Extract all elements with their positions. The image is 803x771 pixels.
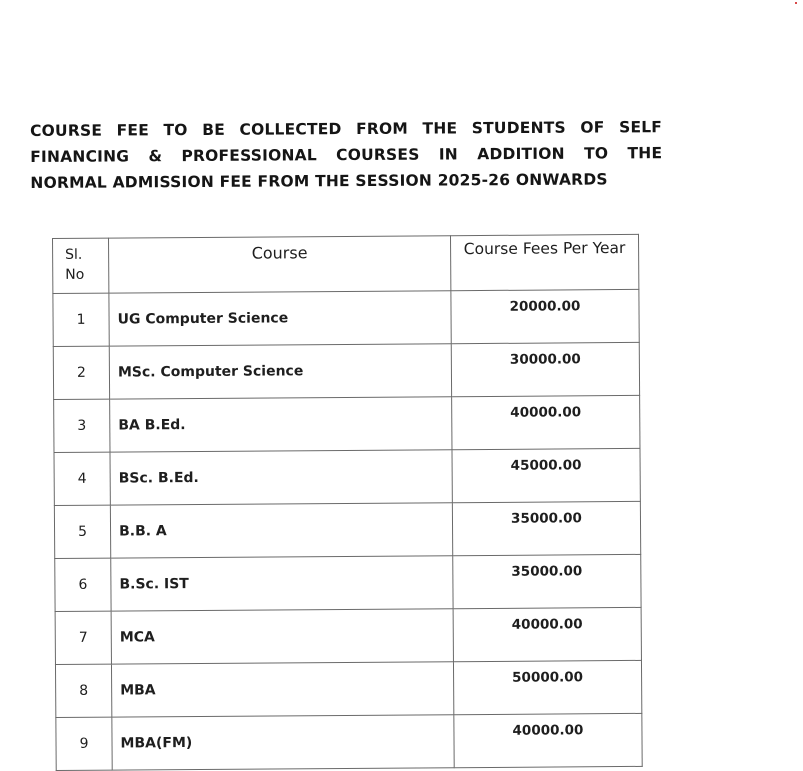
row-sl-no: 8 xyxy=(55,664,111,717)
row-course-fee: 50000.00 xyxy=(453,660,641,714)
row-course-fee: 35000.00 xyxy=(452,501,640,555)
heading-line-2: FINANCING & PROFESSIONAL COURSES IN ADDITION TO THE xyxy=(30,144,663,166)
table-row xyxy=(54,395,640,452)
table-row xyxy=(53,289,639,346)
header-sl-line2: No xyxy=(65,266,85,283)
row-course-fee: 40000.00 xyxy=(454,713,642,767)
row-sl-no: 3 xyxy=(54,399,110,452)
row-course-name: B.Sc. IST xyxy=(111,556,453,611)
row-sl-no: 5 xyxy=(54,505,110,558)
table-row xyxy=(56,713,642,770)
header-course: Course xyxy=(109,236,451,293)
table-header-row xyxy=(53,234,639,293)
header-sl-line1: Sl. xyxy=(65,246,83,263)
row-course-name: MBA xyxy=(111,662,453,717)
row-course-fee: 40000.00 xyxy=(453,607,641,661)
row-sl-no: 9 xyxy=(56,717,112,770)
table-row xyxy=(55,554,641,611)
row-course-name: BSc. B.Ed. xyxy=(110,450,452,505)
row-sl-no: 1 xyxy=(53,293,109,346)
row-sl-no: 7 xyxy=(55,611,111,664)
row-course-fee: 45000.00 xyxy=(452,448,640,502)
notice-heading xyxy=(30,114,670,196)
row-sl-no: 2 xyxy=(53,346,109,399)
row-course-name: MSc. Computer Science xyxy=(109,344,451,399)
scan-artifact-speck xyxy=(795,2,797,4)
header-sl-no xyxy=(53,238,109,293)
row-course-fee: 35000.00 xyxy=(453,554,641,608)
row-course-fee: 40000.00 xyxy=(452,395,640,449)
row-course-fee: 30000.00 xyxy=(451,342,639,396)
course-fee-table xyxy=(52,234,643,771)
header-course-fees: Course Fees Per Year xyxy=(450,234,638,290)
heading-line-1: COURSE FEE TO BE COLLECTED FROM THE STUDENTS OF SELF xyxy=(30,118,663,140)
table-row xyxy=(54,501,640,558)
row-sl-no: 4 xyxy=(54,452,110,505)
row-course-name: BA B.Ed. xyxy=(110,397,452,452)
row-course-name: UG Computer Science xyxy=(109,291,451,346)
row-sl-no: 6 xyxy=(55,558,111,611)
row-course-name: MCA xyxy=(111,609,453,664)
table-row xyxy=(55,607,641,664)
table-row xyxy=(54,448,640,505)
row-course-name: B.B. A xyxy=(110,503,452,558)
row-course-name: MBA(FM) xyxy=(112,715,454,770)
row-course-fee: 20000.00 xyxy=(451,289,639,343)
heading-line-3: NORMAL ADMISSION FEE FROM THE SESSION 2025-26 ONWARDS xyxy=(30,170,608,192)
table-row xyxy=(53,342,639,399)
table-row xyxy=(55,660,641,717)
